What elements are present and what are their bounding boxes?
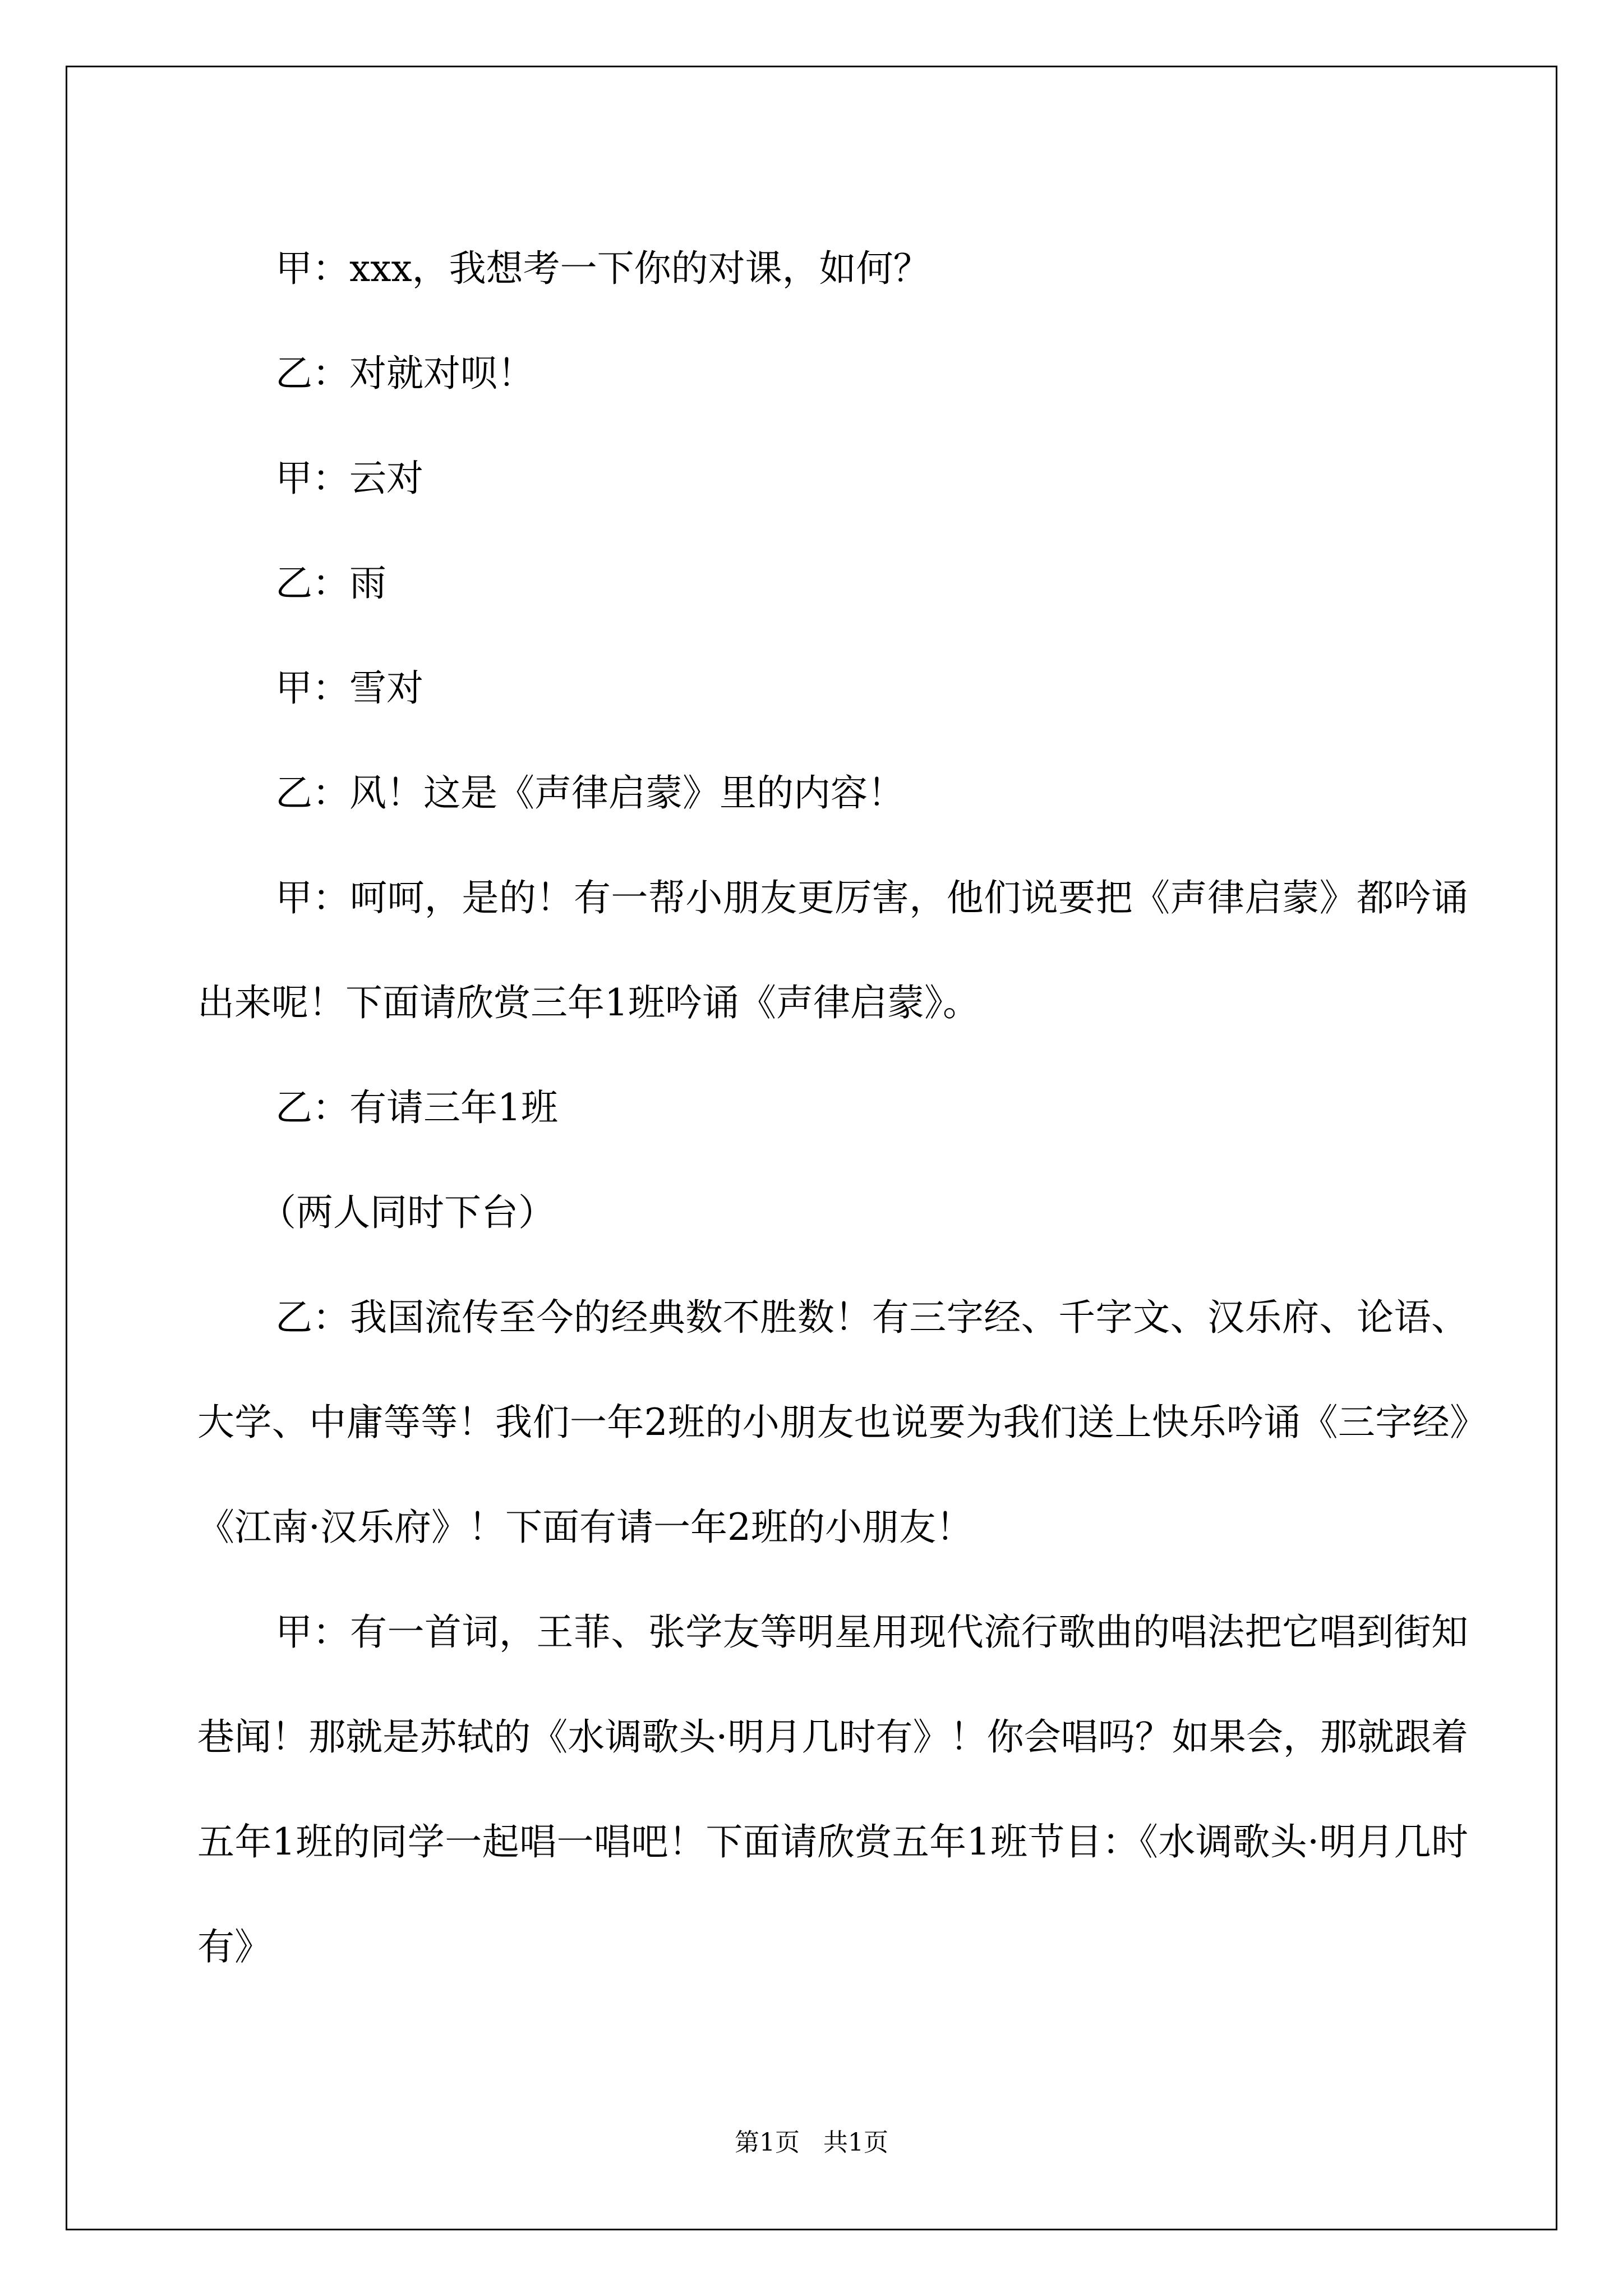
page-footer [0, 2126, 1623, 2160]
page-number: 第1页 [735, 2128, 800, 2157]
dialogue-line-4: 乙：雨 [275, 562, 386, 605]
dialogue-line-5: 甲：雪对 [275, 666, 423, 710]
dialogue-line-1: 甲：xxx，我想考一下你的对课，如何？ [275, 247, 930, 290]
dialogue-line-3: 甲：云对 [275, 457, 423, 500]
dialogue-line-8: 乙：有请三年1班 [275, 1086, 558, 1129]
dialogue-line-6: 乙：风！这是《声律启蒙》里的内容！ [275, 771, 905, 815]
dialogue-line-2: 乙：对就对呗！ [275, 352, 534, 395]
document-body [197, 216, 1468, 1999]
dialogue-line-7: 甲：呵呵，是的！有一帮小朋友更厉害，他们说要把《声律启蒙》都吟诵出来呢！下面请欣赏三年1班吟诵《声律启蒙》。 [197, 876, 1468, 1024]
stage-direction: （两人同时下台） [259, 1191, 555, 1234]
dialogue-line-10: 乙：我国流传至今的经典数不胜数！有三字经、千字文、汉乐府、论语、大学、中庸等等！我们一年2班的小朋友也说要为我们送上快乐吟诵《三字经》《江南·汉乐府》！下面有请一年2班的小朋友！ [197, 1296, 1468, 1549]
dialogue-line-11: 甲：有一首词，王菲、张学友等明星用现代流行歌曲的唱法把它唱到街知巷闻！那就是苏轼的《水调歌头·明月几时有》！你会唱吗？如果会，那就跟着五年1班的同学一起唱一唱吧！下面请欣赏五年1班节目：《水调歌头·明月几时有》 [197, 1611, 1468, 1968]
page-total: 共1页 [823, 2128, 888, 2157]
